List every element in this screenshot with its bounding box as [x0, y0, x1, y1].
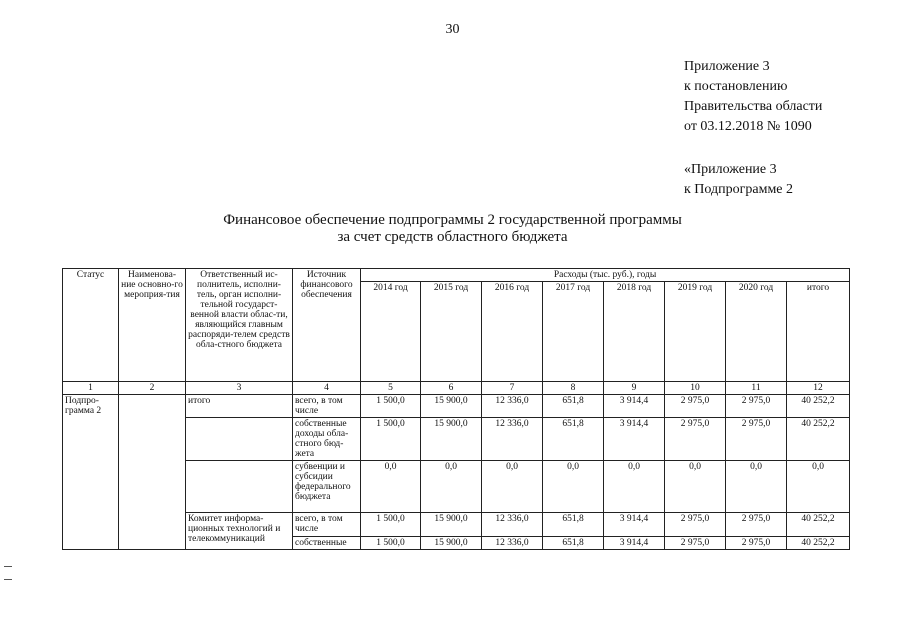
table-row [63, 395, 850, 418]
value-cell: 15 900,0 [421, 537, 482, 550]
column-number: 6 [421, 382, 482, 395]
value-cell: 2 975,0 [726, 537, 787, 550]
value-cell: 0,0 [604, 461, 665, 513]
value-cell: 0,0 [726, 461, 787, 513]
header-total: итого [787, 282, 850, 382]
column-number: 9 [604, 382, 665, 395]
header-year: 2020 год [726, 282, 787, 382]
value-cell: 2 975,0 [726, 395, 787, 418]
value-cell: 1 500,0 [361, 513, 421, 537]
value-cell: 2 975,0 [665, 395, 726, 418]
value-cell: 2 975,0 [665, 418, 726, 461]
header-year: 2019 год [665, 282, 726, 382]
source-cell: собственные доходы обла-стного бюд-жета [293, 418, 361, 461]
value-cell: 1 500,0 [361, 395, 421, 418]
value-cell: 40 252,2 [787, 395, 850, 418]
value-cell: 40 252,2 [787, 513, 850, 537]
value-cell: 651,8 [543, 537, 604, 550]
header-year: 2015 год [421, 282, 482, 382]
value-cell: 3 914,4 [604, 513, 665, 537]
page-number: 30 [445, 22, 460, 37]
value-cell: 3 914,4 [604, 418, 665, 461]
value-cell: 651,8 [543, 395, 604, 418]
column-number: 4 [293, 382, 361, 395]
source-cell: собственные [293, 537, 361, 550]
column-number: 1 [63, 382, 119, 395]
title-line-2: за счет средств областного бюджета [337, 229, 568, 245]
source-cell: всего, в том числе [293, 513, 361, 537]
appendix-line: Правительства области [684, 99, 823, 114]
value-cell: 12 336,0 [482, 513, 543, 537]
source-cell: всего, в том числе [293, 395, 361, 418]
title-line-1: Финансовое обеспечение подпрограммы 2 государственной программы [223, 212, 682, 228]
header-source: Источник финансового обеспечения [293, 269, 361, 382]
value-cell: 651,8 [543, 513, 604, 537]
executor-cell-continued [186, 418, 293, 461]
value-cell: 0,0 [421, 461, 482, 513]
header-year: 2017 год [543, 282, 604, 382]
header-year: 2016 год [482, 282, 543, 382]
column-number-row [63, 382, 850, 395]
scan-edge-mark [4, 579, 12, 580]
name-cell [119, 395, 186, 550]
value-cell: 3 914,4 [604, 395, 665, 418]
column-number: 3 [186, 382, 293, 395]
appendix-sub-block [684, 160, 793, 200]
source-cell: субвенции и субсидии федерального бюджета [293, 461, 361, 513]
header-year: 2018 год [604, 282, 665, 382]
value-cell: 12 336,0 [482, 537, 543, 550]
value-cell: 0,0 [665, 461, 726, 513]
value-cell: 15 900,0 [421, 418, 482, 461]
value-cell: 651,8 [543, 418, 604, 461]
value-cell: 2 975,0 [726, 418, 787, 461]
scan-edge-mark [4, 566, 12, 567]
appendix-block [684, 57, 822, 137]
document-title [0, 212, 905, 246]
value-cell: 2 975,0 [726, 513, 787, 537]
column-number: 7 [482, 382, 543, 395]
appendix-line: к постановлению [684, 79, 788, 94]
value-cell: 15 900,0 [421, 395, 482, 418]
value-cell: 1 500,0 [361, 418, 421, 461]
value-cell: 0,0 [787, 461, 850, 513]
executor-cell-continued [186, 461, 293, 513]
budget-table [62, 268, 850, 550]
column-number: 5 [361, 382, 421, 395]
value-cell: 0,0 [482, 461, 543, 513]
header-executor: Ответственный ис-полнитель, исполни-тель, орган исполни-тельной государст-венной власти облас-ти, являющийся главным распоряди-телем средств обла-стного бюджета [186, 269, 293, 382]
column-number: 8 [543, 382, 604, 395]
value-cell: 40 252,2 [787, 418, 850, 461]
column-number: 12 [787, 382, 850, 395]
value-cell: 0,0 [361, 461, 421, 513]
value-cell: 2 975,0 [665, 513, 726, 537]
column-number: 11 [726, 382, 787, 395]
appendix-line: от 03.12.2018 № 1090 [684, 119, 812, 134]
status-cell: Подпро-грамма 2 [63, 395, 119, 550]
value-cell: 12 336,0 [482, 395, 543, 418]
column-number: 2 [119, 382, 186, 395]
executor-cell: Комитет информа-ционных технологий и телекоммуникаций [186, 513, 293, 550]
column-number: 10 [665, 382, 726, 395]
value-cell: 2 975,0 [665, 537, 726, 550]
appendix-sub-line: к Подпрограмме 2 [684, 182, 794, 197]
appendix-line: Приложение 3 [684, 59, 770, 74]
executor-cell: итого [186, 395, 293, 418]
value-cell: 0,0 [543, 461, 604, 513]
value-cell: 12 336,0 [482, 418, 543, 461]
header-expenses: Расходы (тыс. руб.), годы [361, 269, 850, 282]
value-cell: 3 914,4 [604, 537, 665, 550]
value-cell: 1 500,0 [361, 537, 421, 550]
value-cell: 15 900,0 [421, 513, 482, 537]
appendix-sub-line: «Приложение 3 [684, 162, 777, 177]
header-status: Статус [63, 269, 119, 382]
value-cell: 40 252,2 [787, 537, 850, 550]
header-name: Наименова-ние основно-го мероприя-тия [119, 269, 186, 382]
header-year: 2014 год [361, 282, 421, 382]
